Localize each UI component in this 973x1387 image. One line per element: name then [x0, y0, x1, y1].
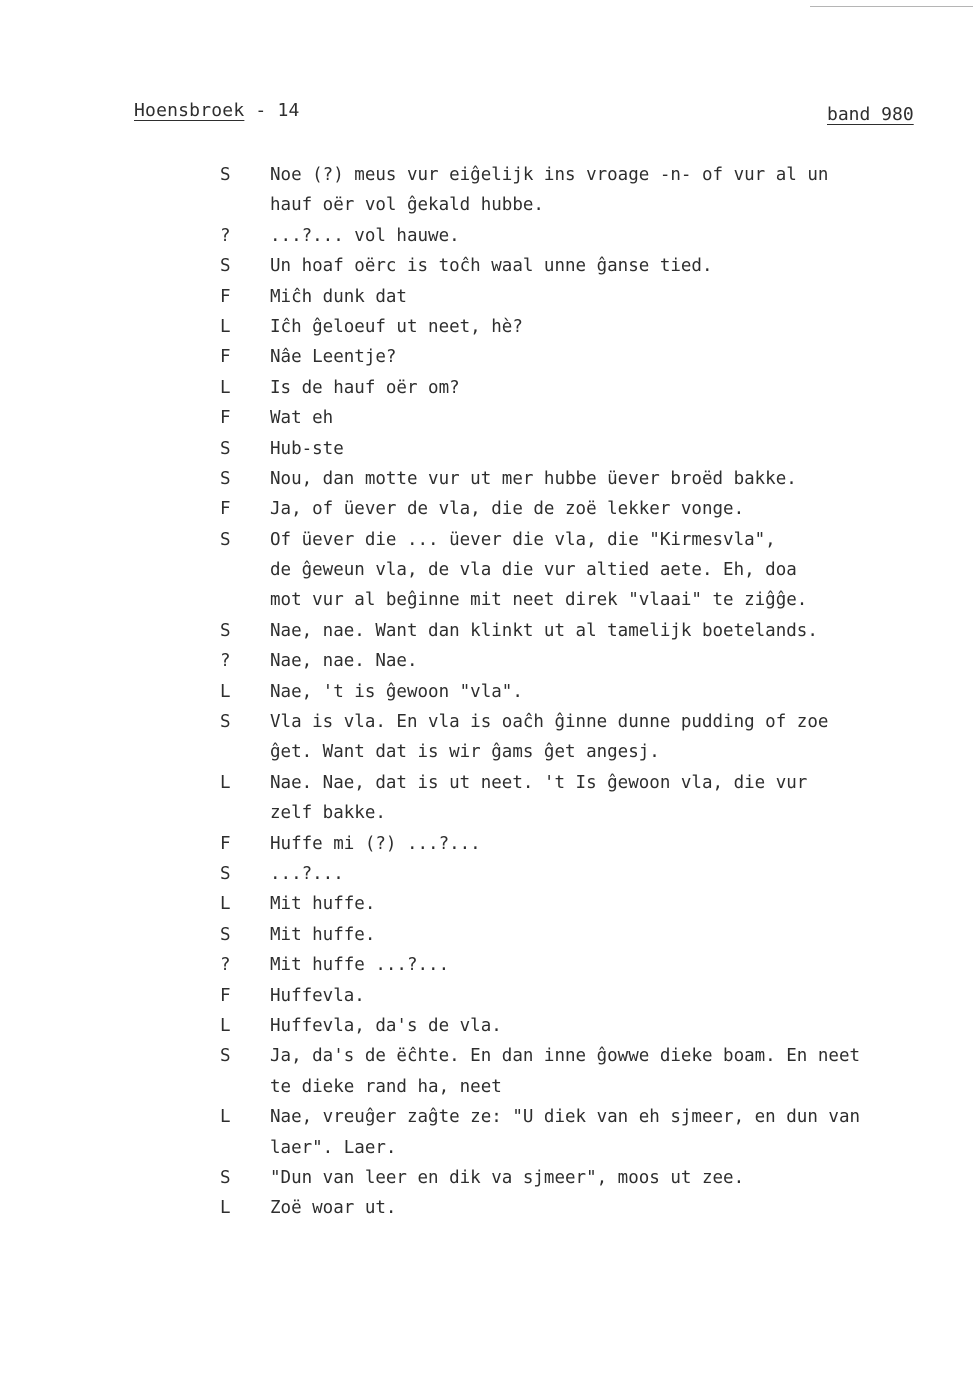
utterance-text: Hub-ste — [270, 438, 344, 459]
utterance-text: Nou, dan motte vur ut mer hubbe üever broëd bakke. — [270, 468, 797, 489]
transcript-line — [0, 373, 973, 403]
utterance-text: te dieke rand ha, neet — [270, 1076, 502, 1097]
transcript-line — [0, 282, 973, 312]
transcript-line — [0, 798, 973, 828]
transcript-line — [0, 707, 973, 737]
transcript-line — [0, 1041, 973, 1071]
speaker-label: S — [220, 620, 231, 641]
utterance-text: Nae, nae. Want dan klinkt ut al tamelijk boetelands. — [270, 620, 818, 641]
transcript — [0, 160, 973, 1224]
utterance-text: Huffevla, da's de vla. — [270, 1015, 502, 1036]
speaker-label: F — [220, 985, 231, 1006]
speaker-label: S — [220, 256, 231, 277]
speaker-label: S — [220, 529, 231, 550]
transcript-line — [0, 829, 973, 859]
speaker-label: L — [220, 377, 231, 398]
utterance-text: Ja, da's de ëĉhte. En dan inne ĝowwe dieke boam. En neet — [270, 1046, 861, 1067]
transcript-line — [0, 1133, 973, 1163]
transcript-line — [0, 251, 973, 281]
utterance-text: Nae, vreuĝer zaĝte ze: "U diek van eh sjmeer, en dun van — [270, 1107, 861, 1128]
transcript-line — [0, 1072, 973, 1102]
utterance-text: Mit huffe. — [270, 894, 376, 915]
transcript-line — [0, 616, 973, 646]
utterance-text: ...?... — [270, 863, 344, 884]
utterance-text: Nae, 't is ĝewoon "vla". — [270, 681, 523, 702]
transcript-line — [0, 190, 973, 220]
speaker-label: F — [220, 833, 231, 854]
speaker-label: L — [220, 894, 231, 915]
transcript-line — [0, 1102, 973, 1132]
transcript-line — [0, 1193, 973, 1223]
transcript-line — [0, 737, 973, 767]
speaker-label: L — [220, 681, 231, 702]
utterance-text: zelf bakke. — [270, 803, 386, 824]
transcript-line — [0, 342, 973, 372]
speaker-label: S — [220, 468, 231, 489]
transcript-line — [0, 434, 973, 464]
utterance-text: Of üever die ... üever die vla, die "Kirmesvla", — [270, 529, 776, 550]
page-number: - 14 — [255, 100, 300, 121]
utterance-text: mot vur al beĝinne mit neet direk "vlaai" te ziĝĝe. — [270, 590, 808, 611]
band-label: band 980 — [827, 104, 914, 125]
speaker-label: ? — [220, 955, 231, 976]
utterance-text: ĝet. Want dat is wir ĝams ĝet angesj. — [270, 742, 660, 763]
transcript-line — [0, 585, 973, 615]
utterance-text: Zoë woar ut. — [270, 1198, 397, 1219]
transcript-line — [0, 403, 973, 433]
speaker-label: L — [220, 1198, 231, 1219]
utterance-text: Iĉh ĝeloeuf ut neet, hè? — [270, 316, 523, 337]
utterance-text: Wat eh — [270, 408, 334, 429]
speaker-label: S — [220, 863, 231, 884]
transcript-line — [0, 525, 973, 555]
utterance-text: Vla is vla. En vla is oaĉh ĝinne dunne pudding of zoe — [270, 712, 829, 733]
page-header-left — [134, 100, 300, 121]
utterance-text: Miĉh dunk dat — [270, 286, 407, 307]
utterance-text: Is de hauf oër om? — [270, 377, 460, 398]
utterance-text: Nae. Nae, dat is ut neet. 't Is ĝewoon vla, die vur — [270, 772, 808, 793]
transcript-line — [0, 981, 973, 1011]
utterance-text: Huffe mi (?) ...?... — [270, 833, 481, 854]
speaker-label: ? — [220, 651, 231, 672]
utterance-text: Noe (?) meus vur eiĝelijk ins vroage -n- of vur al un — [270, 165, 829, 185]
speaker-label: L — [220, 772, 231, 793]
transcript-line — [0, 160, 973, 190]
speaker-label: L — [220, 316, 231, 337]
place-name: Hoensbroek — [134, 100, 245, 121]
speaker-label: F — [220, 286, 231, 307]
transcript-line — [0, 859, 973, 889]
speaker-label: S — [220, 1167, 231, 1188]
utterance-text: de ĝeweun vla, de vla die vur altied aete. Eh, doa — [270, 560, 797, 581]
speaker-label: L — [220, 1107, 231, 1128]
transcript-line — [0, 646, 973, 676]
utterance-text: ...?... vol hauwe. — [270, 225, 460, 246]
utterance-text: "Dun van leer en dik va sjmeer", moos ut zee. — [270, 1167, 745, 1188]
transcript-line — [0, 1163, 973, 1193]
speaker-label: S — [220, 1046, 231, 1067]
transcript-line — [0, 555, 973, 585]
transcript-line — [0, 312, 973, 342]
utterance-text: hauf oër vol ĝekald hubbe. — [270, 195, 544, 216]
transcript-line — [0, 889, 973, 919]
transcript-line — [0, 464, 973, 494]
transcript-line — [0, 950, 973, 980]
utterance-text: Huffevla. — [270, 985, 365, 1006]
utterance-text: Mit huffe. — [270, 924, 376, 945]
speaker-label: F — [220, 347, 231, 368]
speaker-label: S — [220, 165, 231, 185]
speaker-label: ? — [220, 225, 231, 246]
speaker-label: L — [220, 1015, 231, 1036]
speaker-label: F — [220, 408, 231, 429]
utterance-text: Nae, nae. Nae. — [270, 651, 418, 672]
speaker-label: S — [220, 438, 231, 459]
transcript-line — [0, 768, 973, 798]
transcript-line — [0, 920, 973, 950]
utterance-text: Nâe Leentje? — [270, 347, 397, 368]
speaker-label: F — [220, 499, 231, 520]
utterance-text: Un hoaf oërc is toĉh waal unne ĝanse tied. — [270, 256, 713, 277]
transcript-line — [0, 494, 973, 524]
utterance-text: Mit huffe ...?... — [270, 955, 450, 976]
utterance-text: Ja, of üever de vla, die de zoë lekker vonge. — [270, 499, 745, 520]
transcript-line — [0, 221, 973, 251]
transcript-line — [0, 677, 973, 707]
speaker-label: S — [220, 924, 231, 945]
utterance-text: laer". Laer. — [270, 1137, 397, 1158]
top-rule — [810, 6, 973, 7]
speaker-label: S — [220, 712, 231, 733]
transcript-line — [0, 1011, 973, 1041]
